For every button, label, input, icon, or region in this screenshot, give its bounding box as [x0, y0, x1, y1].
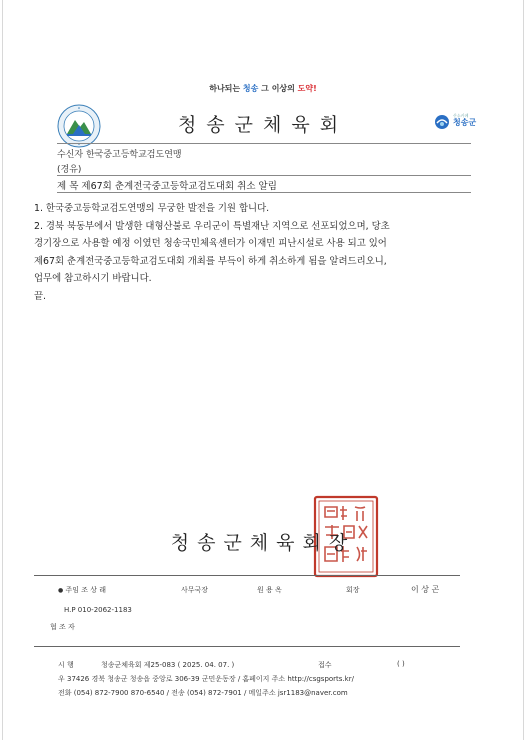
recipient-line: 수신자 한국중고등학교검도연맹 — [57, 150, 182, 160]
reviewer-label: 사무국장 — [181, 586, 209, 594]
slogan-prefix: 하나되는 — [209, 84, 243, 93]
body-line: 제67회 춘계전국중고등학교검도대회 개최를 부득이 하게 취소하게 됨을 알려드리오니, — [34, 255, 387, 267]
receipt-value: ( ) — [397, 660, 405, 668]
body-line: 경기장으로 사용할 예정 이였던 청송국민체육센터가 이재민 피난시설로 사용 되고 있어 — [34, 238, 387, 250]
footer-divider-top — [34, 575, 460, 576]
slogan — [0, 83, 526, 94]
body-line: 1. 한국중고등학교검도연맹의 무궁한 발전을 기원 합니다. — [34, 203, 270, 214]
slogan-accent: 도약! — [297, 84, 317, 93]
slogan-middle: 그 이상의 — [258, 84, 298, 93]
via-line: (경유) — [57, 165, 82, 175]
county-logo-icon — [434, 114, 450, 130]
signature-title: 청송군체육회장 — [170, 532, 356, 554]
receipt-label: 접수 — [318, 661, 332, 669]
body-text — [34, 200, 494, 306]
reviewer-name: 원 용 옥 — [257, 586, 282, 594]
address-line: 우 37426 경북 청송군 청송읍 중앙로 306-39 군민운동장 / 홈페이지 주소 http://csgsports.kr/ — [58, 675, 354, 683]
org-title: 청송군체육회 — [177, 114, 349, 136]
enforce-value: 청송군체육회 제25-083 ( 2025. 04. 07. ) — [101, 661, 235, 669]
enforce-label: 시 행 — [58, 661, 74, 669]
approver-label: 회장 — [346, 586, 360, 594]
body-line: 업무에 참고하시기 바랍니다. — [34, 273, 152, 285]
county-subtitle: 산소카페 — [453, 113, 469, 118]
subject-line: 제 목 제67회 춘계전국중고등학교검도대회 취소 알림 — [57, 181, 277, 192]
body-line: 끝. — [34, 290, 47, 302]
slogan-highlight: 청송 — [242, 84, 259, 93]
header-divider — [57, 143, 471, 144]
subject-divider-bottom — [57, 192, 471, 193]
phone-line: H.P 010-2062-1183 — [64, 606, 132, 614]
cooperator-label: 협 조 자 — [50, 623, 75, 631]
county-name: 청송군 — [453, 118, 477, 127]
footer-divider-bottom — [34, 646, 460, 647]
contact-line: 전화 (054) 872-7900 870-6540 / 전송 (054) 872-7901 / 메일주소 jsr1183@naver.com — [58, 689, 348, 697]
subject-divider-top — [57, 175, 471, 176]
body-line: 2. 경북 북동부에서 발생한 대형산불로 우리군이 특별재난 지역으로 선포되었으며, 당초 — [34, 220, 390, 232]
approver-name: 이 상 곤 — [411, 585, 440, 594]
drafter-label: ● 주임 조 상 래 — [58, 586, 106, 594]
